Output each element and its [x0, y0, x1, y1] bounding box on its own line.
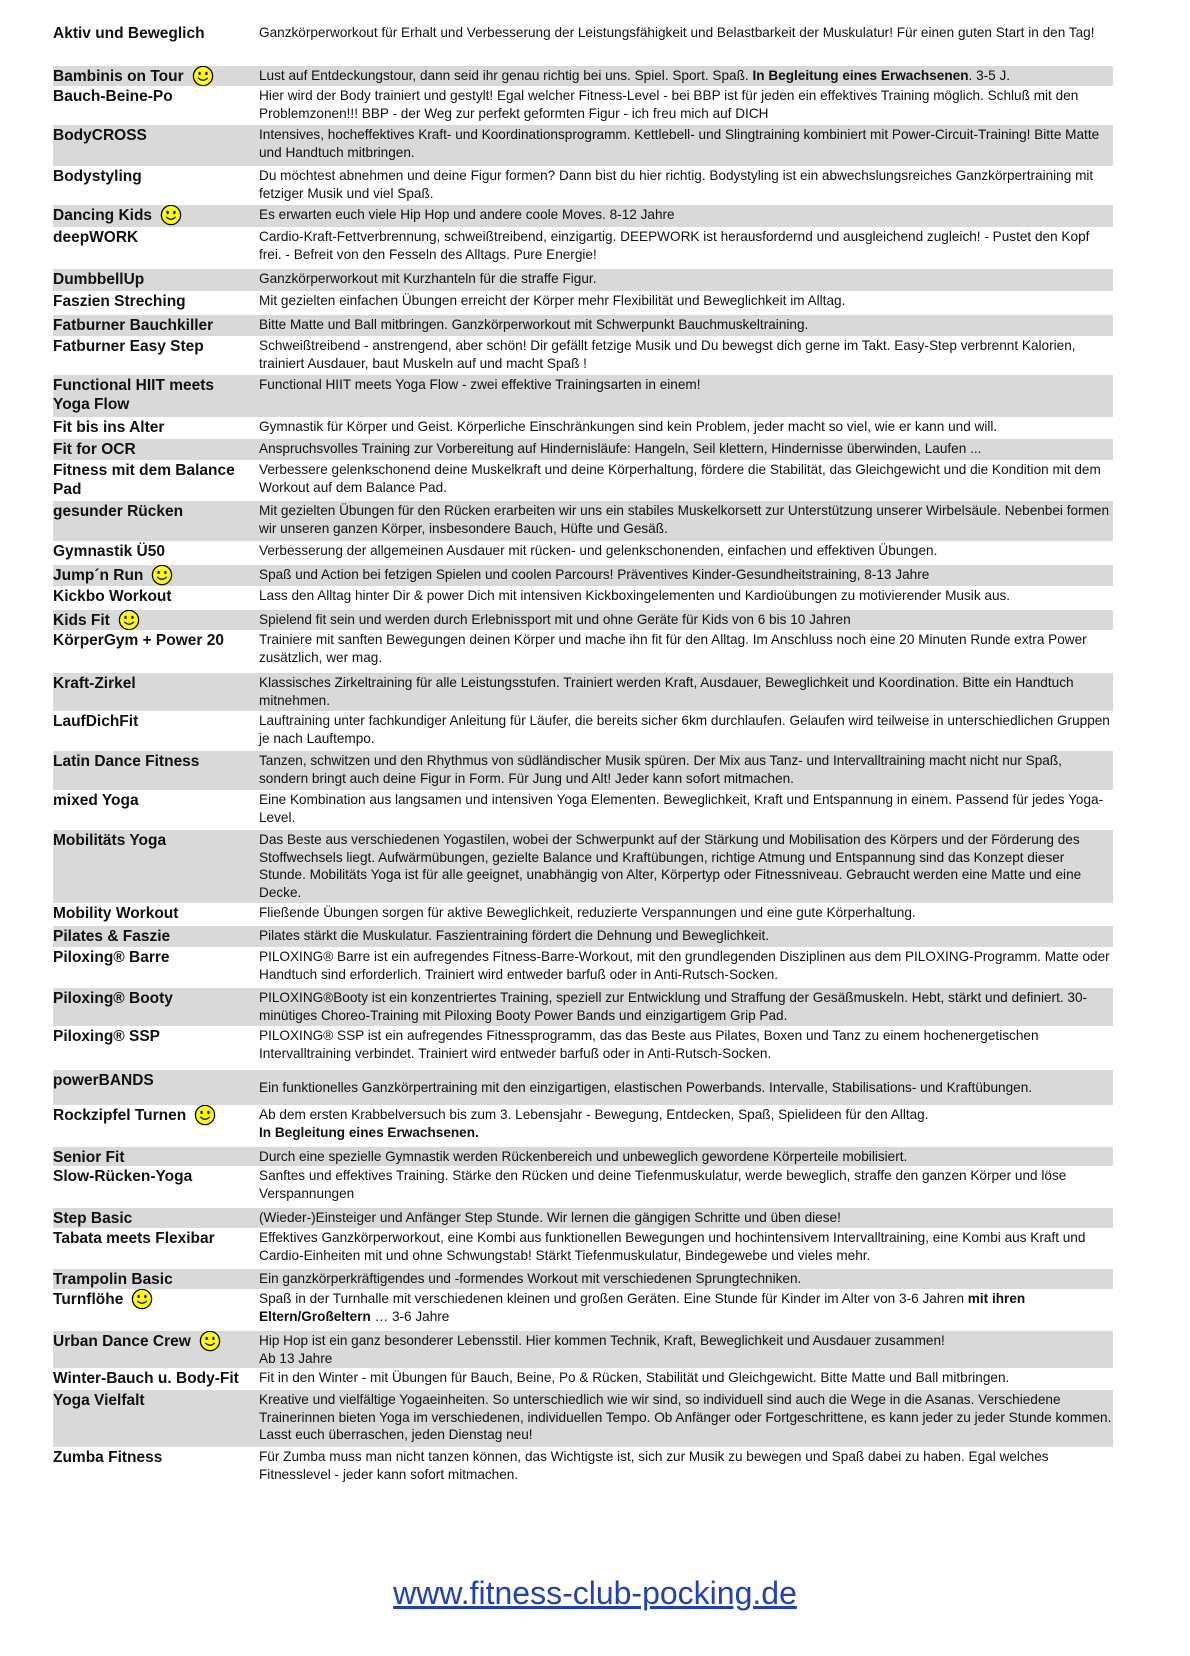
- course-name-text: Pilates & Faszie: [53, 928, 171, 945]
- course-description: [253, 751, 1113, 787]
- course-name: [53, 1447, 253, 1467]
- description-text: Ein ganzkörperkräftigendes und -formendes Workout mit verschiedenen Sprungtechniken.: [259, 1271, 802, 1286]
- description-text: Lauftraining unter fachkundiger Anleitung für Läufer, die bereits sicher 6km durchlaufen. Gelaufen wird teilweise in unterschiedlichen Gruppen je nach Lauftempo.: [259, 713, 1110, 746]
- course-row: [53, 1147, 1113, 1166]
- course-name-text: Slow-Rücken-Yoga: [53, 1168, 193, 1185]
- course-name: [53, 630, 253, 650]
- course-row: [53, 1269, 1113, 1289]
- course-name: [53, 830, 253, 850]
- course-row: [53, 947, 1113, 988]
- course-description: [253, 1147, 1113, 1166]
- course-name-text: Zumba Fitness: [53, 1449, 163, 1466]
- course-name-text: Mobility Workout: [53, 905, 179, 922]
- course-description: [253, 1105, 1113, 1141]
- course-row: [53, 1026, 1113, 1070]
- course-row: [53, 86, 1113, 125]
- course-row: [53, 269, 1113, 291]
- course-row: [53, 1331, 1113, 1368]
- course-name: [53, 336, 253, 356]
- course-description: [253, 790, 1113, 826]
- course-description: [253, 903, 1113, 922]
- description-text: Spielend fit sein und werden durch Erlebnissport mit und ohne Geräte für Kids von 6 bis 10 Jahren: [259, 612, 851, 627]
- course-row: [53, 501, 1113, 541]
- description-text: Functional HIIT meets Yoga Flow - zwei effektive Trainingsarten in einem!: [259, 377, 701, 392]
- course-name: [53, 439, 253, 459]
- description-text: Ganzkörperworkout für Erhalt und Verbesserung der Leistungsfähigkeit und Belastbarkeit der Muskulatur! Für einen guten Start in den Tag!: [259, 25, 1095, 40]
- course-name: [53, 125, 253, 145]
- course-description: [253, 1208, 1113, 1227]
- course-description: [253, 1228, 1113, 1264]
- course-description: [253, 1166, 1113, 1202]
- course-description: [253, 315, 1113, 334]
- course-name-text: deepWORK: [53, 229, 139, 246]
- course-row: [53, 541, 1113, 565]
- course-description: [253, 460, 1113, 496]
- course-description: [253, 1390, 1113, 1444]
- course-description: [253, 1026, 1113, 1062]
- course-name-text: Bodystyling: [53, 168, 142, 185]
- course-name: [53, 501, 253, 521]
- course-row: [53, 610, 1113, 630]
- description-text: Spaß in der Turnhalle mit verschiedenen kleinen und großen Geräten. Eine Stunde für Kinder im Alter von 3-6 Jahren: [259, 1291, 968, 1306]
- course-row: [53, 1166, 1113, 1208]
- course-description: [253, 166, 1113, 202]
- description-text: Eine Kombination aus langsamen und intensiven Yoga Elementen. Beweglichkeit, Kraft und Entspannung in einem. Passend für jedes Yoga-Level.: [259, 792, 1104, 825]
- description-text: Sanftes und effektives Training. Stärke den Rücken und deine Tiefenmuskulatur, werde beweglich, straffe den ganzen Körper und löse Verspannungen: [259, 1168, 1067, 1201]
- course-name-text: BodyCROSS: [53, 127, 147, 144]
- website-link[interactable]: www.fitness-club-pocking.de: [393, 1575, 797, 1611]
- course-name: [53, 903, 253, 923]
- course-list: [53, 23, 1113, 1491]
- smiley-icon: [118, 610, 140, 630]
- course-row: [53, 673, 1113, 711]
- description-text: Verbesserung der allgemeinen Ausdauer mit rücken- und gelenkschonenden, einfachen und effektiven Übungen.: [259, 543, 938, 558]
- course-row: [53, 630, 1113, 673]
- smiley-icon: [199, 1331, 221, 1352]
- course-name: [53, 23, 253, 43]
- course-name: [53, 1026, 253, 1046]
- course-name: [53, 460, 253, 499]
- description-text: Hier wird der Body trainiert und gestylt! Egal welcher Fitness-Level - bei BBP ist für jeden ein effektives Training möglich. Schluß mit den Problemzonen!!! BBP - der Weg zur perfekt geformten Figur - ich freu mich auf DICH: [259, 88, 1079, 121]
- description-text: Fit in den Winter - mit Übungen für Bauch, Beine, Po & Rücken, Stabilität und Gleichgewicht. Bitte Matte und Ball mitbringen.: [259, 1370, 1010, 1385]
- course-row: [53, 1447, 1113, 1491]
- course-name: [53, 1070, 253, 1090]
- description-text: Es erwarten euch viele Hip Hop und andere coole Moves. 8-12 Jahre: [259, 207, 675, 222]
- course-name: [53, 166, 253, 186]
- course-description: [253, 23, 1113, 42]
- description-emphasis: mit ihren Eltern/Großeltern: [259, 1291, 1026, 1324]
- course-name-text: Piloxing® Booty: [53, 990, 173, 1007]
- course-row: [53, 417, 1113, 439]
- course-name-text: LaufDichFit: [53, 713, 139, 730]
- course-row: [53, 375, 1113, 417]
- course-row: [53, 1228, 1113, 1269]
- course-row: [53, 903, 1113, 926]
- course-description: [253, 1070, 1113, 1097]
- description-text: PILOXING® Barre ist ein aufregendes Fitness-Barre-Workout, mit den grundlegenden Disziplinen aus dem PILOXING-Programm. Matte oder Handtuch sind erforderlich. Trainiert wird entweder barfuß oder in Anti-Rutsch-Socken.: [259, 949, 1110, 982]
- course-name: [53, 947, 253, 967]
- course-row: [53, 66, 1113, 86]
- course-description: [253, 830, 1113, 901]
- course-description: [253, 1331, 1113, 1367]
- description-text: . 3-5 J.: [968, 68, 1011, 83]
- course-name-text: Functional HIIT meets Yoga Flow: [53, 377, 215, 413]
- description-text: Lass den Alltag hinter Dir & power Dich mit intensiven Kickboxingelementen und Kardioübungen zu motivierender Musik aus.: [259, 588, 1011, 603]
- course-name: [53, 205, 253, 226]
- course-name-text: Tabata meets Flexibar: [53, 1230, 215, 1247]
- course-row: [53, 751, 1113, 790]
- course-description: [253, 586, 1113, 605]
- course-row: [53, 1368, 1113, 1390]
- description-text: Intensives, hocheffektives Kraft- und Koordinationsprogramm. Kettlebell- und Slingtraining kombiniert mit Power-Circuit-Training! Bitte Matte und Handtuch mitbringen.: [259, 127, 1100, 160]
- course-name-text: Bauch-Beine-Po: [53, 88, 173, 105]
- course-description: [253, 336, 1113, 372]
- course-name: [53, 66, 253, 86]
- course-name-text: Fit for OCR: [53, 441, 136, 458]
- description-emphasis: In Begleitung eines Erwachsenen: [752, 68, 969, 83]
- course-row: [53, 205, 1113, 227]
- course-description: [253, 227, 1113, 263]
- course-row: [53, 1390, 1113, 1447]
- course-row: [53, 926, 1113, 947]
- description-text: Hip Hop ist ein ganz besonderer Lebensstil. Hier kommen Technik, Kraft, Beweglichkeit und Ausdauer zusammen!: [259, 1333, 945, 1348]
- course-name: [53, 790, 253, 810]
- course-name-text: Fit bis ins Alter: [53, 419, 165, 436]
- course-name-text: Step Basic: [53, 1210, 133, 1227]
- course-row: [53, 790, 1113, 830]
- course-name: [53, 1331, 253, 1352]
- course-row: [53, 586, 1113, 610]
- description-text: PILOXING® SSP ist ein aufregendes Fitnessprogramm, das das Beste aus Pilates, Boxen und Tanz zu einem hochenergetischen Intervalltraining verbindet. Trainiert wird entweder barfuß oder in Anti-Rutsch-Socken.: [259, 1028, 1039, 1061]
- description-text: Für Zumba muss man nicht tanzen können, das Wichtigste ist, sich zur Musik zu bewegen und Spaß dabei zu haben. Egal welches Fitnesslevel - jeder kann sofort mitmachen.: [259, 1449, 1049, 1482]
- description-text: Trainiere mit sanften Bewegungen deinen Körper und mache ihn fit für den Alltag. Im Anschluss noch eine 20 Minuten Runde extra Power zusätzlich, wer mag.: [259, 632, 1087, 665]
- course-row: [53, 166, 1113, 205]
- course-name: [53, 751, 253, 771]
- course-name: [53, 673, 253, 693]
- description-text: … 3-6 Jahre: [370, 1308, 450, 1324]
- course-row: [53, 291, 1113, 315]
- course-description: [253, 86, 1113, 122]
- course-name-text: Winter-Bauch u. Body-Fit: [53, 1370, 239, 1387]
- course-name: [53, 926, 253, 946]
- smiley-icon: [160, 205, 182, 226]
- course-name-text: gesunder Rücken: [53, 503, 184, 520]
- description-text: (Wieder-)Einsteiger und Anfänger Step Stunde. Wir lernen die gängigen Schritte und üben diese!: [259, 1210, 841, 1225]
- smiley-icon: [194, 1105, 216, 1126]
- course-row: [53, 23, 1113, 66]
- description-text: Verbessere gelenkschonend deine Muskelkraft und deine Körperhaltung, fördere die Stabilität, das Gleichgewicht und die Kondition mit dem Workout auf dem Balance Pad.: [259, 462, 1101, 495]
- course-description: [253, 1269, 1113, 1288]
- course-name: [53, 417, 253, 437]
- course-row: [53, 1208, 1113, 1228]
- course-name-text: Gymnastik Ü50: [53, 543, 165, 560]
- course-description: [253, 1368, 1113, 1387]
- course-name-text: Jump´n Run: [53, 567, 144, 584]
- course-description: [253, 711, 1113, 747]
- description-text: Bitte Matte und Ball mitbringen. Ganzkörperworkout mit Schwerpunkt Bauchmuskeltraining.: [259, 317, 809, 332]
- course-description: [253, 205, 1113, 224]
- description-text: Lust auf Entdeckungstour, dann seid ihr genau richtig bei uns. Spiel. Sport. Spaß.: [259, 68, 753, 83]
- course-name: [53, 1208, 253, 1228]
- description-text: Durch eine spezielle Gymnastik werden Rückenbereich und unbeweglich gewordene Körperteile mobilisiert.: [259, 1149, 908, 1164]
- smiley-icon: [151, 565, 173, 586]
- course-name: [53, 1368, 253, 1388]
- course-row: [53, 565, 1113, 586]
- description-text: Das Beste aus verschiedenen Yogastilen, wobei der Schwerpunkt auf der Stärkung und Mobilisation des Körpers und der Förderung des Stoffwechsels liegt. Aufwärmübungen, gezielte Balance und Kraftübungen, richtige Atmung und Entspannung sind das Konzept dieser Stunde. Mobilitäts Yoga ist für alle geeignet, unabhängig von Alter, Körpertyp oder Fitnessniveau. Gebraucht werden eine Matte und eine Decke.: [259, 832, 1082, 900]
- course-description: [253, 630, 1113, 666]
- course-name-text: mixed Yoga: [53, 792, 139, 809]
- course-name-text: Trampolin Basic: [53, 1271, 173, 1288]
- description-text: Spaß und Action bei fetzigen Spielen und coolen Parcours! Präventives Kinder-Gesundheitstraining, 8-13 Jahre: [259, 567, 930, 582]
- course-row: [53, 460, 1113, 501]
- course-name: [53, 541, 253, 561]
- course-name-text: Urban Dance Crew: [53, 1333, 191, 1350]
- course-name: [53, 1289, 253, 1310]
- course-description: [253, 926, 1113, 945]
- course-name-text: Bambinis on Tour: [53, 68, 184, 85]
- course-description: [253, 291, 1113, 310]
- course-name-text: Turnflöhe: [53, 1291, 124, 1308]
- course-row: [53, 125, 1113, 166]
- course-name-text: Kickbo Workout: [53, 588, 172, 605]
- course-description: [253, 269, 1113, 288]
- course-row: [53, 315, 1113, 336]
- course-description: [253, 125, 1113, 161]
- course-row: [53, 1105, 1113, 1147]
- course-description: [253, 1447, 1113, 1483]
- course-name: [53, 291, 253, 311]
- description-text: Gymnastik für Körper und Geist. Körperliche Einschränkungen sind kein Problem, jeder macht so viel, wie er kann und will.: [259, 419, 998, 434]
- course-description: [253, 66, 1113, 85]
- description-text: Klassisches Zirkeltraining für alle Leistungsstufen. Trainiert werden Kraft, Ausdauer, Beweglichkeit und Koordination. Bitte ein Handtuch mitnehmen.: [259, 675, 1074, 708]
- description-text: Schweißtreibend - anstrengend, aber schön! Dir gefällt fetzige Musik und Du bewegst dich gerne im Takt. Easy-Step verbrennt Kalorien, trainiert Ausdauer, baut Muskeln auf und macht Spaß !: [259, 338, 1076, 371]
- course-name: [53, 1147, 253, 1166]
- course-name: [53, 1390, 253, 1410]
- smiley-icon: [131, 1289, 153, 1310]
- course-row: [53, 711, 1113, 751]
- description-text: Cardio-Kraft-Fettverbrennung, schweißtreibend, einzigartig. DEEPWORK ist herausfordernd und ausgleichend zugleich! - Pustet den Kopf frei. - Befreit von den Fesseln des Alltags. Pure Energie!: [259, 229, 1090, 262]
- description-text: Anspruchsvolles Training zur Vorbereitung auf Hindernisläufe: Hangeln, Seil klettern, Hindernisse überwinden, Laufen ...: [259, 441, 982, 456]
- course-name-text: Yoga Vielfalt: [53, 1392, 145, 1409]
- course-name-text: Latin Dance Fitness: [53, 753, 200, 770]
- course-name-text: Piloxing® SSP: [53, 1028, 161, 1045]
- course-name: [53, 315, 253, 335]
- description-text: PILOXING®Booty ist ein konzentriertes Training, speziell zur Entwicklung und Straffung der Gesäßmuskeln. Hebt, stärkt und definiert. 30-minütiges Choreo-Training mit Piloxing Booty Power Bands und einzigartigem Grip Pad.: [259, 990, 1088, 1023]
- course-description: [253, 439, 1113, 458]
- description-text: Fließende Übungen sorgen für aktive Beweglichkeit, reduzierte Verspannungen und eine gute Körperhaltung.: [259, 905, 916, 920]
- description-text: Du möchtest abnehmen und deine Figur formen? Dann bist du hier richtig. Bodystyling ist ein abwechslungsreiches Ganzkörpertraining mit fetziger Musik und viel Spaß.: [259, 168, 1094, 201]
- course-description: [253, 610, 1113, 629]
- course-name-text: Kids Fit: [53, 612, 110, 629]
- course-name-text: Senior Fit: [53, 1149, 125, 1166]
- course-name: [53, 1166, 253, 1186]
- course-name-text: DumbbellUp: [53, 271, 145, 288]
- course-name: [53, 1228, 253, 1248]
- course-name-text: KörperGym + Power 20: [53, 632, 224, 649]
- course-name-text: Aktiv und Beweglich: [53, 25, 205, 42]
- course-description: [253, 565, 1113, 584]
- description-text: Mit gezielten Übungen für den Rücken erarbeiten wir uns ein stabiles Muskelkorsett zur Unterstützung unserer Wirbelsäule. Nebenbei formen wir unseren ganzen Körper, insbesondere Bauch, Hüfte und Gesäß.: [259, 503, 1110, 536]
- course-row: [53, 227, 1113, 269]
- description-text: Ab 13 Jahre: [259, 1350, 333, 1366]
- course-row: [53, 439, 1113, 460]
- course-description: [253, 541, 1113, 560]
- course-row: [53, 830, 1113, 903]
- description-text: Ab dem ersten Krabbelversuch bis zum 3. Lebensjahr - Bewegung, Entdecken, Spaß, Spielideen für den Alltag.: [259, 1107, 929, 1122]
- course-name-text: Fitness mit dem Balance Pad: [53, 462, 235, 498]
- description-text: Ganzkörperworkout mit Kurzhanteln für die straffe Figur.: [259, 271, 597, 286]
- course-name-text: powerBANDS: [53, 1072, 154, 1089]
- course-name: [53, 988, 253, 1008]
- course-description: [253, 1289, 1113, 1325]
- course-name-text: Fatburner Easy Step: [53, 338, 204, 355]
- course-name-text: Fatburner Bauchkiller: [53, 317, 214, 334]
- description-text: Mit gezielten einfachen Übungen erreicht der Körper mehr Flexibilität und Beweglichkeit im Alltag.: [259, 293, 846, 308]
- course-name: [53, 565, 253, 586]
- course-name-text: Mobilitäts Yoga: [53, 832, 167, 849]
- course-description: [253, 988, 1113, 1024]
- course-row: [53, 988, 1113, 1026]
- description-text: Effektives Ganzkörperworkout, eine Kombi aus funktionellen Bewegungen und hochintensivem Intervalltraining, eine Kombi aus Kraft und Cardio-Einheiten mit und ohne Schwungstab! Stärkt Tiefenmuskulatur, Bindegewebe und vieles mehr.: [259, 1230, 1086, 1263]
- course-name-text: Faszien Streching: [53, 293, 186, 310]
- course-name: [53, 1269, 253, 1289]
- course-description: [253, 501, 1113, 537]
- description-text: Pilates stärkt die Muskulatur. Faszientraining fördert die Dehnung und Beweglichkeit.: [259, 928, 770, 943]
- course-row: [53, 336, 1113, 375]
- course-description: [253, 417, 1113, 436]
- course-name: [53, 227, 253, 247]
- course-name-text: Rockzipfel Turnen: [53, 1107, 187, 1124]
- course-name: [53, 1105, 253, 1126]
- description-emphasis: In Begleitung eines Erwachsenen.: [259, 1124, 479, 1140]
- course-name-text: Kraft-Zirkel: [53, 675, 136, 692]
- course-description: [253, 375, 1113, 394]
- course-description: [253, 947, 1113, 983]
- course-name: [53, 586, 253, 606]
- description-text: Kreative und vielfältige Yogaeinheiten. So unterschiedlich wie wir sind, so individuell sind auch die Wege in die Asanas. Verschiedene Trainerinnen bieten Yoga im verschiedenen, individuellen Tempo. Ob Anfänger oder Fortgeschrittene, es kann jeder zu jeder Stunde kommen. Lasst euch überraschen, jeden Dienstag neu!: [259, 1392, 1112, 1442]
- course-name-text: Piloxing® Barre: [53, 949, 170, 966]
- course-description: [253, 673, 1113, 709]
- course-name-text: Dancing Kids: [53, 207, 153, 224]
- course-name: [53, 86, 253, 106]
- course-name: [53, 610, 253, 630]
- description-text: Ein funktionelles Ganzkörpertraining mit den einzigartigen, elastischen Powerbands. Intervalle, Stabilisations- und Kraftübungen.: [259, 1080, 1033, 1095]
- course-name: [53, 711, 253, 731]
- course-row: [53, 1070, 1113, 1105]
- description-text: Tanzen, schwitzen und den Rhythmus von südländischer Musik spüren. Der Mix aus Tanz- und Intervalltraining macht nicht nur Spaß, sondern bringt auch deine Figur in Form. Für Jung und Alt! Jeder kann sofort mitmachen.: [259, 753, 1062, 786]
- course-name: [53, 269, 253, 289]
- smiley-icon: [192, 66, 214, 86]
- course-name: [53, 375, 253, 414]
- course-row: [53, 1289, 1113, 1331]
